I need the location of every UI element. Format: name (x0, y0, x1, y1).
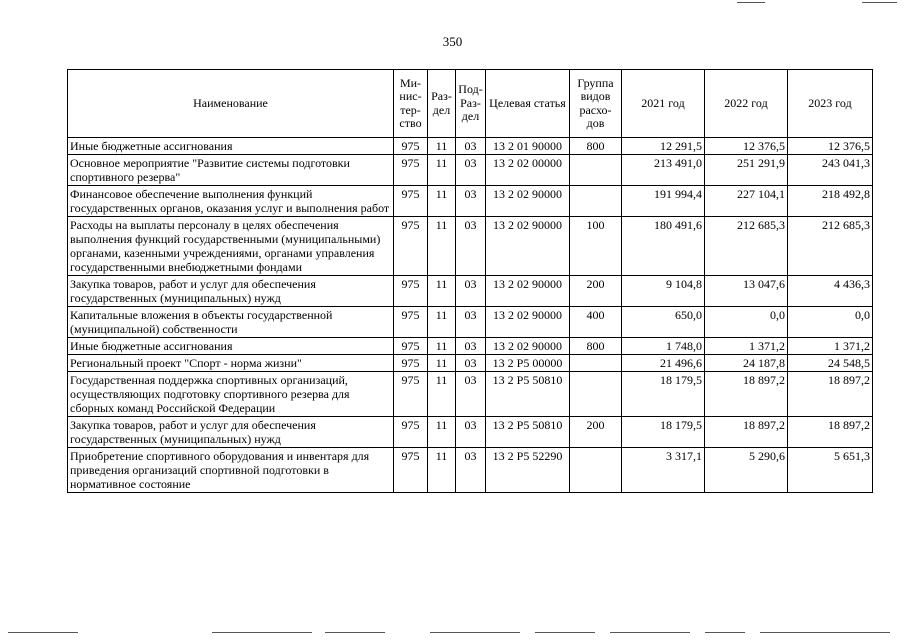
row-2022: 18 897,2 (705, 372, 788, 417)
row-section: 11 (428, 417, 456, 448)
row-2022: 24 187,8 (705, 355, 788, 372)
scan-artifact-line (8, 632, 78, 633)
row-target: 13 2 02 90000 (486, 186, 570, 217)
row-subsection: 03 (456, 138, 486, 155)
scan-artifact-line (535, 632, 595, 633)
row-target: 13 2 02 00000 (486, 155, 570, 186)
scan-artifact-line (705, 632, 745, 633)
row-group (570, 186, 622, 217)
row-ministry: 975 (394, 217, 428, 276)
table-row (68, 217, 873, 276)
row-group (570, 155, 622, 186)
header-subsection: Под-Раз-дел (456, 70, 486, 138)
row-2023: 12 376,5 (788, 138, 873, 155)
table-header (68, 70, 873, 138)
budget-table (67, 69, 873, 493)
row-section: 11 (428, 155, 456, 186)
row-2022: 0,0 (705, 307, 788, 338)
scan-artifact-line (760, 632, 890, 633)
row-name: Закупка товаров, работ и услуг для обеспечения государственных (муниципальных) нужд (68, 417, 394, 448)
table-row (68, 276, 873, 307)
row-2021: 21 496,6 (622, 355, 705, 372)
row-subsection: 03 (456, 276, 486, 307)
row-subsection: 03 (456, 217, 486, 276)
header-2023: 2023 год (788, 70, 873, 138)
row-2022: 13 047,6 (705, 276, 788, 307)
row-2023: 5 651,3 (788, 448, 873, 493)
row-group (570, 372, 622, 417)
row-2021: 3 317,1 (622, 448, 705, 493)
row-target: 13 2 01 90000 (486, 138, 570, 155)
row-section: 11 (428, 276, 456, 307)
row-2021: 191 994,4 (622, 186, 705, 217)
row-ministry: 975 (394, 155, 428, 186)
row-section: 11 (428, 372, 456, 417)
row-name: Расходы на выплаты персоналу в целях обеспечения выполнения функций государственными (муниципальными) органами, казенными учреждениями, органами управления государственными внебюджетными фондами (68, 217, 394, 276)
page-number: 350 (442, 34, 463, 49)
row-section: 11 (428, 186, 456, 217)
row-section: 11 (428, 338, 456, 355)
row-2023: 4 436,3 (788, 276, 873, 307)
table-row (68, 448, 873, 493)
row-ministry: 975 (394, 338, 428, 355)
table-row (68, 138, 873, 155)
row-ministry: 975 (394, 138, 428, 155)
row-section: 11 (428, 307, 456, 338)
row-2023: 243 041,3 (788, 155, 873, 186)
scan-artifact-line (610, 632, 690, 633)
row-target: 13 2 P5 00000 (486, 355, 570, 372)
scan-artifact-line (430, 632, 520, 633)
row-2021: 18 179,5 (622, 372, 705, 417)
row-name: Основное мероприятие "Развитие системы подготовки спортивного резерва" (68, 155, 394, 186)
scan-artifact-line (325, 632, 385, 633)
row-2021: 213 491,0 (622, 155, 705, 186)
row-name: Финансовое обеспечение выполнения функций государственных органов, оказания услуг и выполнения работ (68, 186, 394, 217)
row-2021: 180 491,6 (622, 217, 705, 276)
row-2021: 9 104,8 (622, 276, 705, 307)
row-2023: 218 492,8 (788, 186, 873, 217)
row-group: 200 (570, 417, 622, 448)
table-row (68, 307, 873, 338)
row-section: 11 (428, 217, 456, 276)
row-subsection: 03 (456, 155, 486, 186)
row-subsection: 03 (456, 186, 486, 217)
row-name: Приобретение спортивного оборудования и инвентаря для приведения организаций спортивной подготовки в нормативное состояние (68, 448, 394, 493)
row-2023: 18 897,2 (788, 372, 873, 417)
header-target: Целевая статья (486, 70, 570, 138)
table-row (68, 417, 873, 448)
row-target: 13 2 P5 50810 (486, 372, 570, 417)
row-2023: 0,0 (788, 307, 873, 338)
row-ministry: 975 (394, 186, 428, 217)
row-ministry: 975 (394, 448, 428, 493)
row-ministry: 975 (394, 417, 428, 448)
row-section: 11 (428, 448, 456, 493)
table-row (68, 338, 873, 355)
row-2023: 18 897,2 (788, 417, 873, 448)
table-row (68, 155, 873, 186)
row-name: Иные бюджетные ассигнования (68, 138, 394, 155)
header-2022: 2022 год (705, 70, 788, 138)
row-2023: 212 685,3 (788, 217, 873, 276)
header-group: Группа видов расхо-дов (570, 70, 622, 138)
row-ministry: 975 (394, 355, 428, 372)
row-section: 11 (428, 138, 456, 155)
scan-artifact-line (862, 2, 897, 3)
scan-artifact-line (212, 632, 312, 633)
row-target: 13 2 02 90000 (486, 217, 570, 276)
table-row (68, 372, 873, 417)
row-subsection: 03 (456, 417, 486, 448)
row-2023: 24 548,5 (788, 355, 873, 372)
row-2022: 227 104,1 (705, 186, 788, 217)
row-group: 400 (570, 307, 622, 338)
table-row (68, 186, 873, 217)
row-subsection: 03 (456, 448, 486, 493)
row-2023: 1 371,2 (788, 338, 873, 355)
row-target: 13 2 02 90000 (486, 338, 570, 355)
row-group (570, 355, 622, 372)
row-subsection: 03 (456, 338, 486, 355)
row-subsection: 03 (456, 307, 486, 338)
row-2022: 212 685,3 (705, 217, 788, 276)
row-2022: 18 897,2 (705, 417, 788, 448)
header-name: Наименование (68, 70, 394, 138)
row-ministry: 975 (394, 372, 428, 417)
row-target: 13 2 P5 50810 (486, 417, 570, 448)
row-subsection: 03 (456, 355, 486, 372)
row-2022: 5 290,6 (705, 448, 788, 493)
header-section: Раз-дел (428, 70, 456, 138)
row-target: 13 2 02 90000 (486, 307, 570, 338)
row-ministry: 975 (394, 307, 428, 338)
row-target: 13 2 02 90000 (486, 276, 570, 307)
table-row (68, 355, 873, 372)
row-name: Государственная поддержка спортивных организаций, осуществляющих подготовку спортивного резерва для сборных команд Российской Федерации (68, 372, 394, 417)
row-name: Иные бюджетные ассигнования (68, 338, 394, 355)
header-2021: 2021 год (622, 70, 705, 138)
row-subsection: 03 (456, 372, 486, 417)
row-2022: 12 376,5 (705, 138, 788, 155)
row-name: Капитальные вложения в объекты государственной (муниципальной) собственности (68, 307, 394, 338)
row-group: 800 (570, 138, 622, 155)
row-group: 200 (570, 276, 622, 307)
row-name: Региональный проект "Спорт - норма жизни" (68, 355, 394, 372)
row-ministry: 975 (394, 276, 428, 307)
row-target: 13 2 P5 52290 (486, 448, 570, 493)
row-group: 800 (570, 338, 622, 355)
scan-artifact-line (737, 2, 765, 3)
row-group: 100 (570, 217, 622, 276)
row-2021: 650,0 (622, 307, 705, 338)
row-group (570, 448, 622, 493)
header-ministry: Ми-нис-тер-ство (394, 70, 428, 138)
row-2021: 12 291,5 (622, 138, 705, 155)
row-2021: 18 179,5 (622, 417, 705, 448)
row-name: Закупка товаров, работ и услуг для обеспечения государственных (муниципальных) нужд (68, 276, 394, 307)
row-2022: 1 371,2 (705, 338, 788, 355)
row-2021: 1 748,0 (622, 338, 705, 355)
row-section: 11 (428, 355, 456, 372)
row-2022: 251 291,9 (705, 155, 788, 186)
